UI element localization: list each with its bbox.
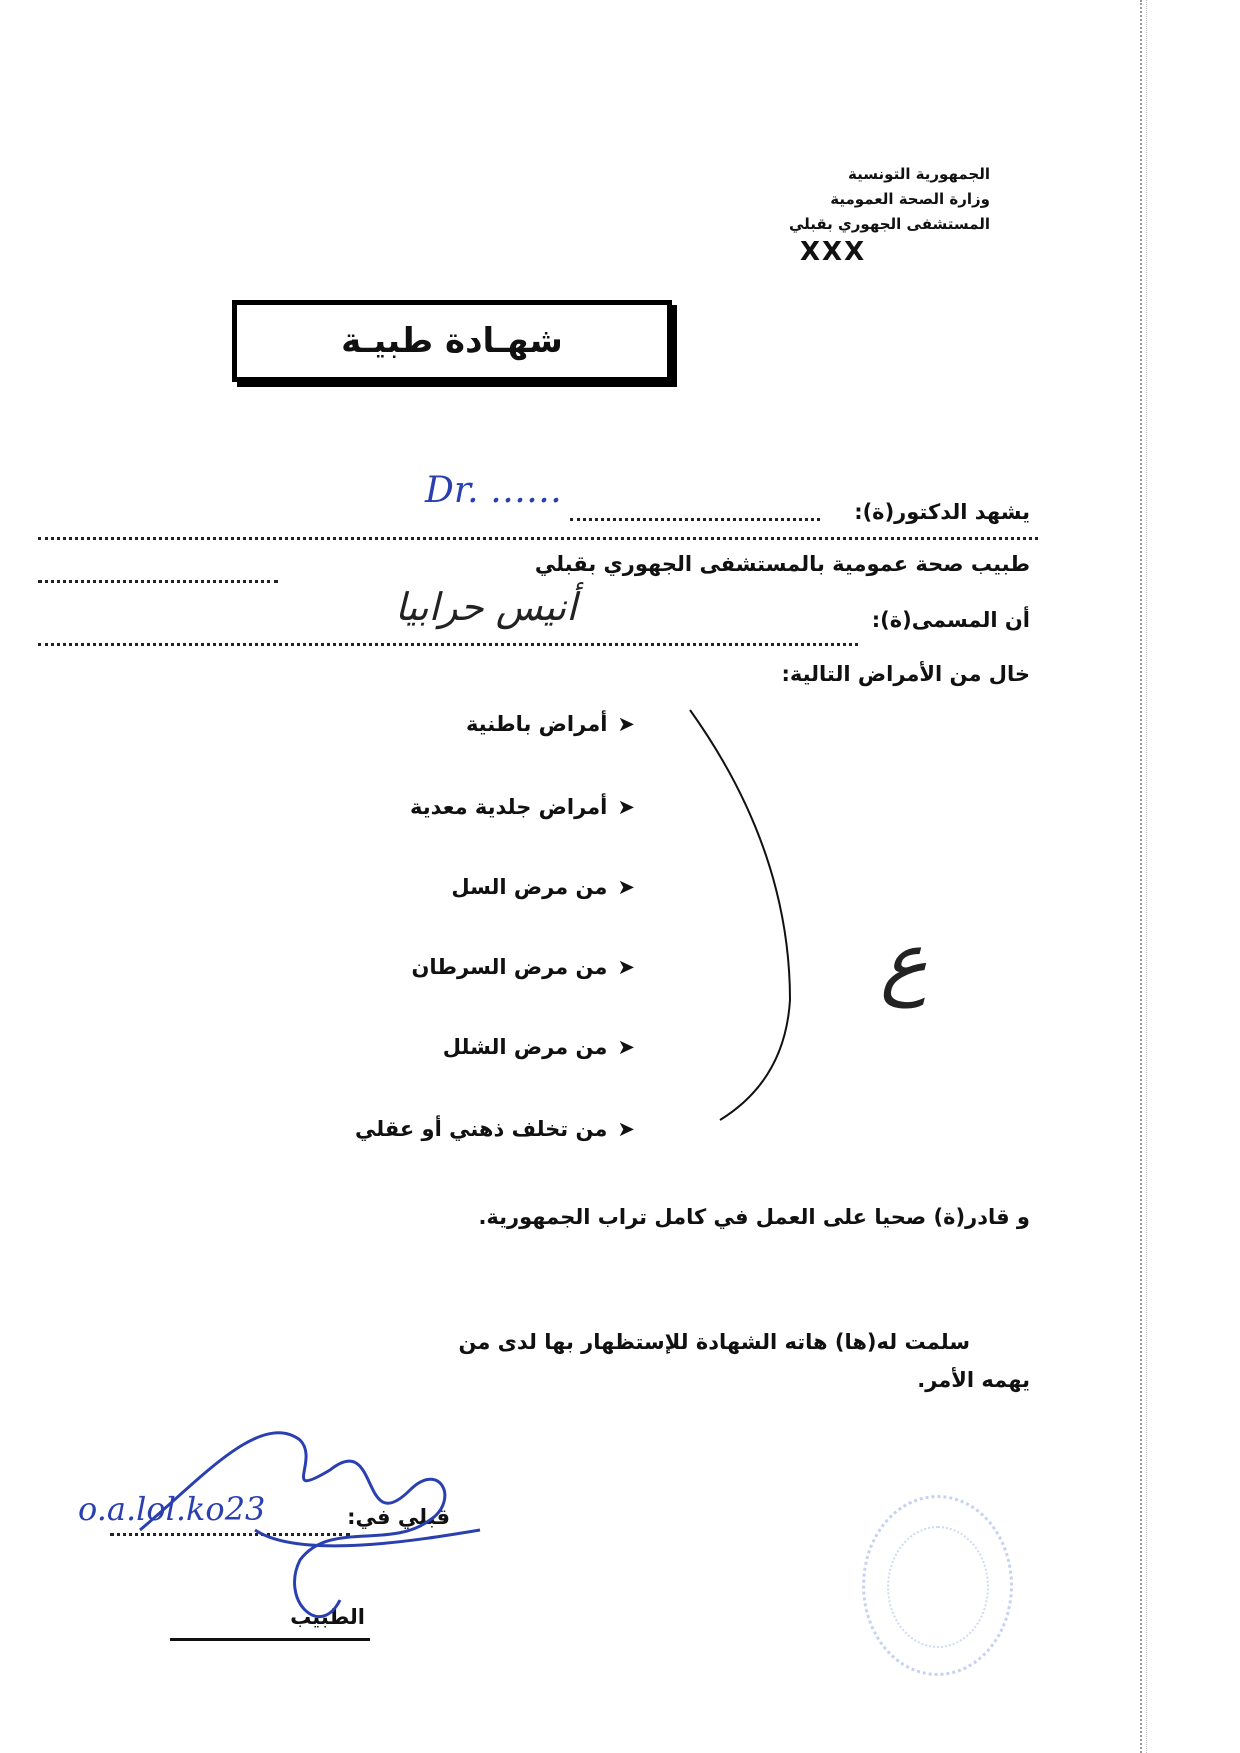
certificate-title: شهـادة طبيـة [232,300,672,382]
signature-handwriting: o.a.lol.ko23 [78,1490,266,1528]
disease-label: من مرض السرطان [411,955,608,979]
header-republic: الجمهورية التونسية [848,165,990,183]
arrow-bullet-icon: ➤ [617,1117,635,1141]
bracket-stroke [690,710,790,1120]
delivery-statement-line2: يهمه الأمر. [917,1368,1030,1392]
place-date-label: قبلي في: [347,1505,450,1529]
doctor-signature-label: الطبيب [290,1605,365,1629]
delivery-statement-line1: سلمت له(ها) هاته الشهادة للإستظهار بها لدى من [458,1330,970,1354]
signature-stroke [255,1530,480,1546]
header-mark: XXX [800,237,867,267]
disease-label: من مرض الشلل [442,1035,608,1059]
disease-label: من تخلف ذهني أو عقلي [354,1117,608,1141]
arrow-bullet-icon: ➤ [617,875,635,899]
disease-label: أمراض جلدية معدية [409,795,608,819]
header-ministry: وزارة الصحة العمومية [830,190,990,208]
arrow-bullet-icon: ➤ [617,795,635,819]
fit-for-work-statement: و قادر(ة) صحيا على العمل في كامل تراب الجمهورية. [478,1205,1030,1229]
disease-label: أمراض باطنية [465,712,608,736]
signature-stroke [140,1433,445,1617]
doctor-label: يشهد الدكتور(ة): [854,500,1030,524]
doctor-position: طبيب صحة عمومية بالمستشفى الجهوري بقبلي [534,552,1030,576]
doctor-name-handwriting: Dr. …… [425,470,563,511]
patient-label: أن المسمى(ة): [871,608,1030,632]
initials-handwriting: ع [880,915,928,1008]
arrow-bullet-icon: ➤ [617,955,635,979]
arrow-bullet-icon: ➤ [617,712,635,736]
free-from-label: خال من الأمراض التالية: [781,662,1030,686]
header-hospital: المستشفى الجهوري بقبلي [788,215,990,233]
patient-name-handwriting: أنيس حرابيا [395,585,577,629]
disease-label: من مرض السل [451,875,608,899]
arrow-bullet-icon: ➤ [617,1035,635,1059]
